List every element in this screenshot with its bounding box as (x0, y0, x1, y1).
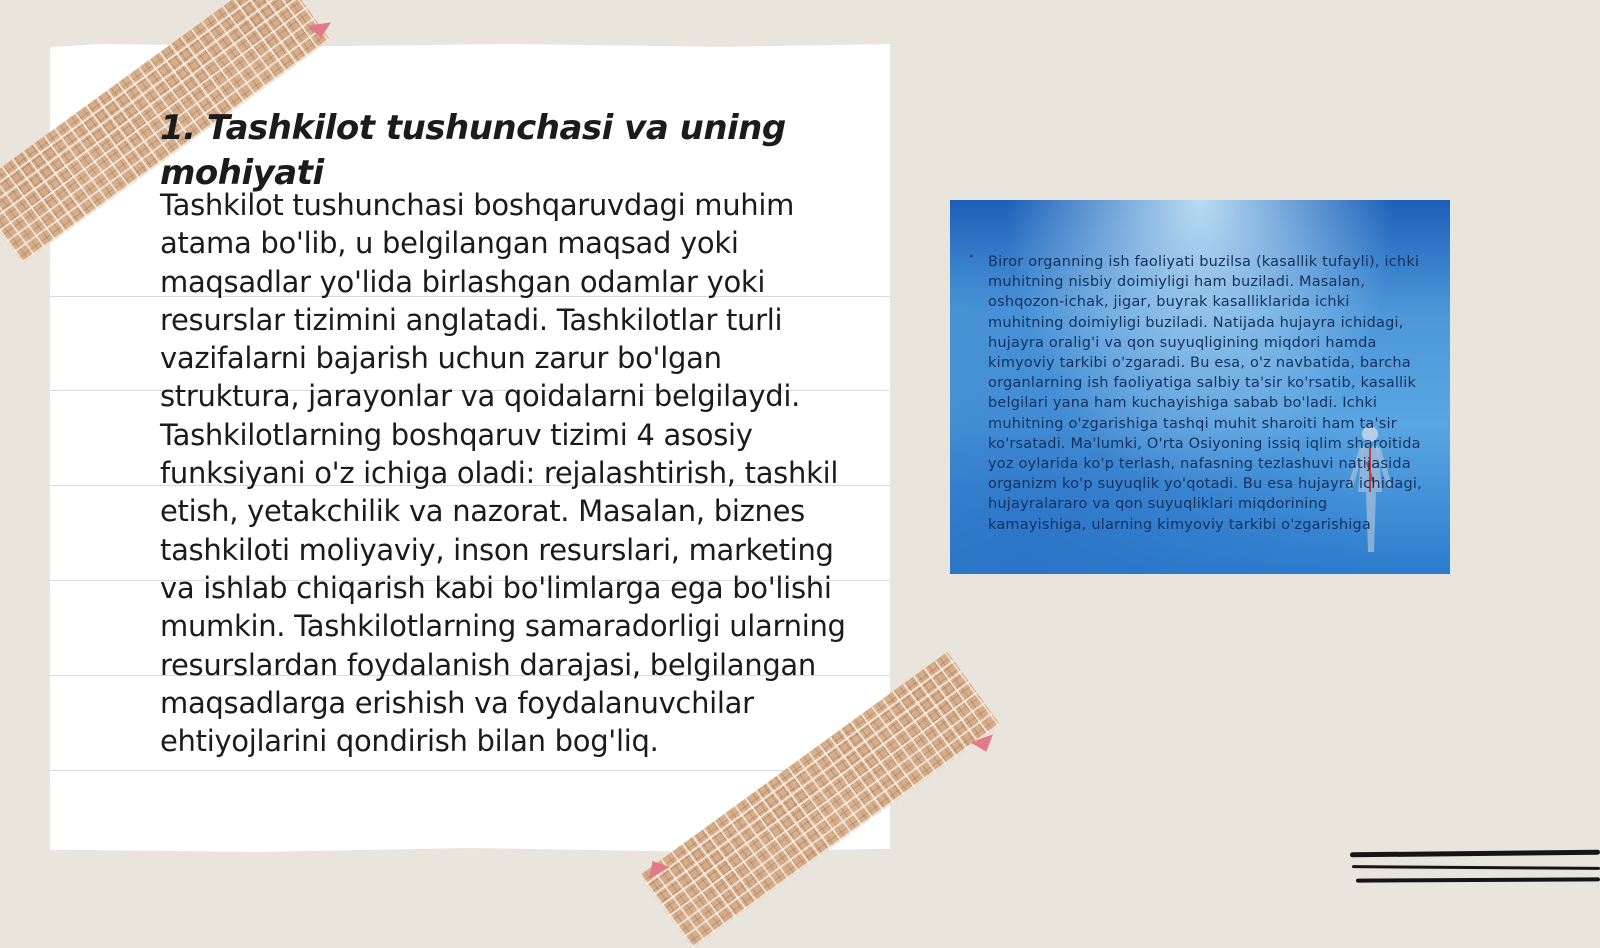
paper-rule-line (50, 770, 890, 771)
slide-title: 1. Tashkilot tushunchasi va uning mohiyati (160, 108, 786, 193)
decorative-brush-stroke (1352, 865, 1600, 870)
pushpin-icon (307, 22, 333, 39)
panel-bullet: • (968, 250, 975, 263)
decorative-brush-stroke (1350, 850, 1600, 858)
decorative-brush-stroke (1356, 877, 1600, 882)
illustration-image-panel (950, 200, 1450, 574)
panel-paragraph: Biror organning ish faoliyati buzilsa (kasallik tufayli), ichki muhitning nisbiy doimiyligi ham buziladi. Masalan, oshqozon-ichak, jigar, buyrak kasalliklarida ichki muhitning doimiyligi buziladi. Natijada hujayra ichidagi, hujayra oralig'i va qon suyuqligining miqdori hamda kimyoviy tarkibi o'zgaradi. Bu esa, o'z navbatida, barcha organlarning ish faoliyatiga salbiy ta'sir ko'rsatib, kasallik belgilari yana ham kuchayishiga sabab bo'ladi. Ichki muhitning o'zgarishiga tashqi muhit sharoiti ham ta'sir ko'rsatadi. Ma'lumki, O'rta Osiyoning issiq iqlim sharoitida yoz oylarida ko'p terlash, nafasning tezlashuvi natijasida organizm ko'p suyuqlik yo'qotadi. Bu esa hujayra ichidagi, hujayralararo va qon suyuqliklari miqdorining kamayishiga, ularning kimyoviy tarkibi o'zgarishiga (988, 254, 1422, 533)
slide-body-text: Tashkilot tushunchasi boshqaruvdagi muhim atama bo'lib, u belgilangan maqsad yoki maqsadlar yo'lida birlashgan odamlar yoki resurslar tizimini anglatadi. Tashkilotlar turli vazifalarni bajarish uchun zarur bo'lgan struktura, jarayonlar va qoidalarni belgilaydi. Tashkilotlarning boshqaruv tizimi 4 asosiy funksiyani o'z ichiga oladi: rejalashtirish, tashkil etish, yetakchilik va nazorat. Masalan, biznes tashkiloti moliyaviy, inson resurslari, marketing va ishlab chiqarish kabi bo'limlarga ega bo'lishi mumkin. Tashkilotlarning samaradorligi ularning resurslardan foydalanish darajasi, belgilangan maqsadlarga erishish va foydalanuvchilar ehtiyojlarini qondirish bilan bog'liq. (160, 188, 846, 759)
